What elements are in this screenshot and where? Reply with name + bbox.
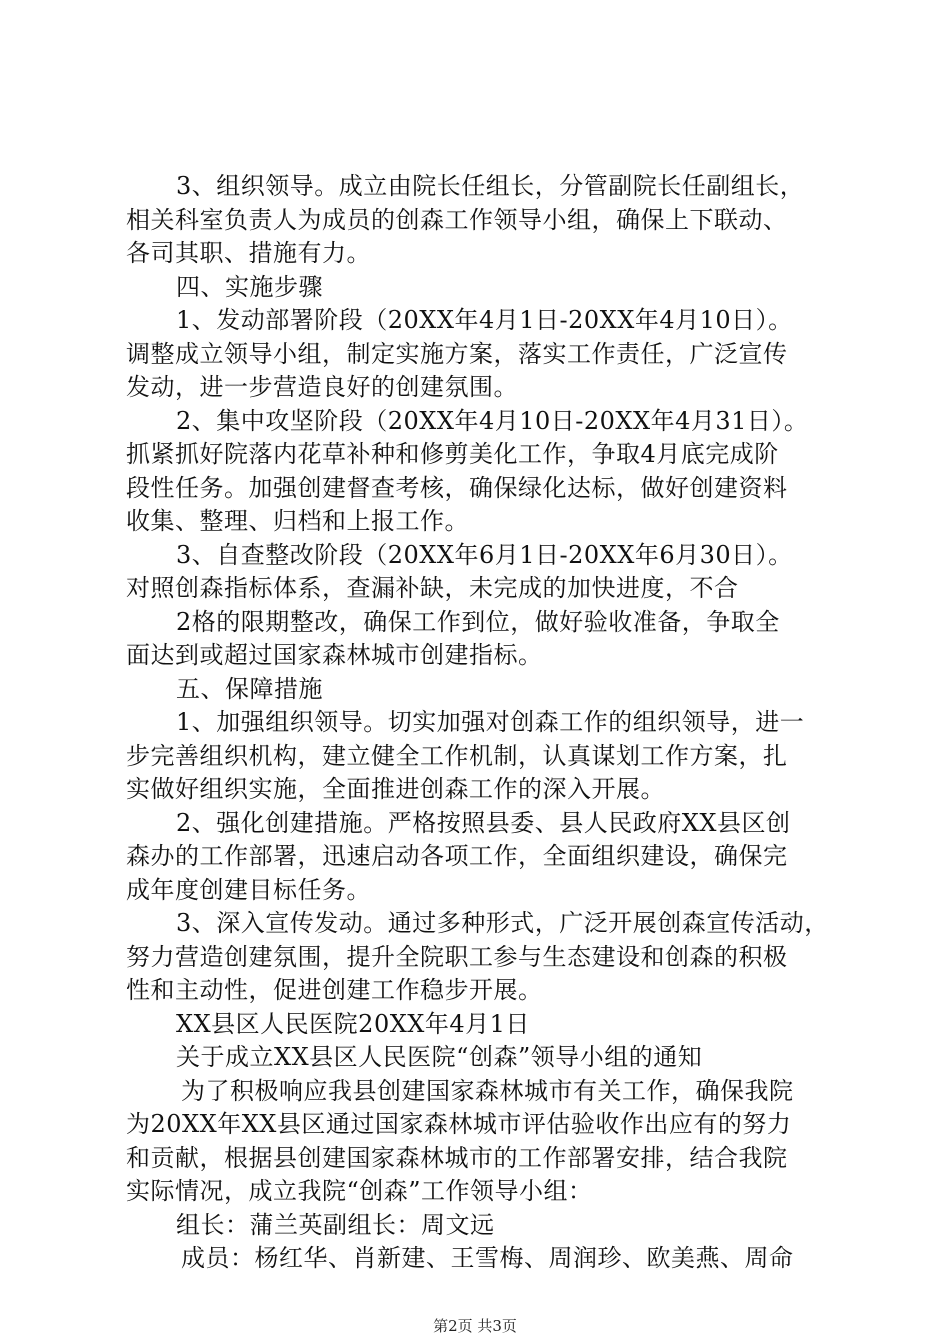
- text-line-15: 面达到或超过国家森林城市创建指标。: [126, 641, 543, 669]
- text-line-29: 为20XX年XX县区通过国家森林城市评估验收作出应有的努力: [126, 1110, 792, 1138]
- text-line-6: 调整成立领导小组，制定实施方案，落实工作责任，广泛宣传: [126, 339, 788, 368]
- text-line-18: 步完善组织机构，建立健全工作机制，认真谋划工作方案，扎: [126, 741, 788, 770]
- text-line-2: 相关科室负责人为成员的创森工作领导小组，确保上下联动、: [126, 205, 788, 234]
- text-line-13: 对照创森指标体系，查漏补缺，未完成的加快进度，不合: [126, 574, 739, 602]
- text-line-25: 性和主动性，促进创建工作稳步开展。: [126, 976, 543, 1004]
- text-line-12: 3、自查整改阶段（20XX年6月1日-20XX年6月30日）。: [176, 540, 793, 569]
- text-line-19: 实做好组织实施，全面推进创森工作的深入开展。: [126, 775, 665, 803]
- text-line-17: 1、加强组织领导。切实加强对创森工作的组织领导，进一: [176, 708, 805, 736]
- text-line-22: 成年度创建目标任务。: [126, 875, 371, 904]
- members-line: 成员：杨红华、肖新建、王雪梅、周润珍、欧美燕、周命: [181, 1244, 794, 1272]
- text-line-21: 森办的工作部署，迅速启动各项工作，全面组织建设，确保完: [126, 842, 788, 870]
- text-line-8: 2、集中攻坚阶段（20XX年4月10日-20XX年4月31日）。: [176, 406, 809, 435]
- text-line-1: 3、组织领导。成立由院长任组长，分管副院长任副组长，: [176, 172, 805, 200]
- text-line-20: 2、强化创建措施。严格按照县委、县人民政府XX县区创: [176, 808, 791, 837]
- section-heading-safeguards: 五、保障措施: [176, 674, 323, 703]
- text-line-31: 实际情况，成立我院“创森”工作领导小组：: [126, 1177, 593, 1205]
- text-line-30: 和贡献，根据县创建国家森林城市的工作部署安排，结合我院: [126, 1143, 788, 1172]
- text-line-28: 为了积极响应我县创建国家森林城市有关工作，确保我院: [181, 1076, 794, 1105]
- text-line-10: 段性任务。加强创建督查考核，确保绿化达标，做好创建资料: [126, 473, 788, 502]
- text-line-14: 2格的限期整改，确保工作到位，做好验收准备，争取全: [176, 607, 780, 636]
- text-line-7: 发动，进一步营造良好的创建氛围。: [126, 373, 518, 401]
- text-line-24: 努力营造创建氛围，提升全院职工参与生态建设和创森的积极: [126, 942, 788, 971]
- page-number-footer: 第2页 共3页: [433, 1317, 517, 1335]
- text-line-11: 收集、整理、归档和上报工作。: [126, 507, 469, 535]
- text-line-5: 1、发动部署阶段（20XX年4月1日-20XX年4月10日）。: [176, 306, 793, 334]
- signature-date-line: XX县区人民医院20XX年4月1日: [176, 1009, 530, 1038]
- section-heading-implementation: 四、实施步骤: [176, 272, 323, 301]
- notice-title: 关于成立XX县区人民医院“创森”领导小组的通知: [176, 1043, 703, 1071]
- text-line-23: 3、深入宣传发动。通过多种形式，广泛开展创森宣传活动，: [176, 909, 829, 937]
- text-line-9: 抓紧抓好院落内花草补种和修剪美化工作，争取4月底完成阶: [126, 440, 779, 468]
- leader-line: 组长：蒲兰英副组长：周文远: [176, 1210, 495, 1239]
- text-line-3: 各司其职、措施有力。: [126, 239, 371, 267]
